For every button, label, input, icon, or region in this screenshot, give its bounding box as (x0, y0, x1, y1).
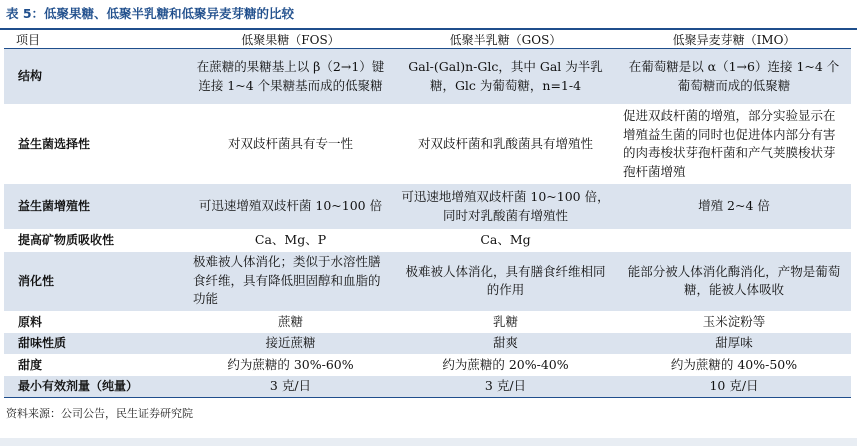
header-row (4, 30, 851, 49)
cell-gos: 乳糖 (394, 311, 617, 333)
row-label: 甜味性质 (4, 333, 187, 355)
table-row (4, 311, 851, 333)
cell-gos: 约为蔗糖的 20%-40% (394, 354, 617, 376)
cell-gos: 甜爽 (394, 333, 617, 355)
cell-imo: 甜厚味 (617, 333, 851, 355)
cell-fos: 3 克/日 (187, 376, 394, 398)
comparison-table (4, 30, 851, 398)
row-label: 原料 (4, 311, 187, 333)
cell-fos: 极难被人体消化；类似于水溶性膳食纤维，具有降低胆固醇和血脂的功能 (187, 251, 394, 311)
row-label: 最小有效剂量（纯量） (4, 376, 187, 398)
row-label: 甜度 (4, 354, 187, 376)
header-gos: 低聚半乳糖（GOS） (394, 30, 617, 49)
header-fos: 低聚果糖（FOS） (187, 30, 394, 49)
cell-fos: 可迅速增殖双歧杆菌 10~100 倍 (187, 184, 394, 230)
row-label: 消化性 (4, 251, 187, 311)
cell-gos: 可迅速地增殖双歧杆菌 10~100 倍，同时对乳酸菌有增殖性 (394, 184, 617, 230)
table-row (4, 354, 851, 376)
cell-gos: 极难被人体消化，具有膳食纤维相同的作用 (394, 251, 617, 311)
cell-fos: 约为蔗糖的 30%-60% (187, 354, 394, 376)
row-label: 益生菌增殖性 (4, 184, 187, 230)
table-row (4, 230, 851, 252)
cell-imo: 促进双歧杆菌的增殖，部分实验显示在增殖益生菌的同时也促进体内部分有害的肉毒梭状芽孢杆菌和产气荚膜梭状芽孢杆菌增殖 (617, 105, 851, 184)
table-row (4, 251, 851, 311)
cell-gos: Gal-(Gal)n-Glc，其中 Gal 为半乳糖，Glc 为葡萄糖，n=1-4 (394, 49, 617, 105)
row-label: 益生菌选择性 (4, 105, 187, 184)
cell-fos: 蔗糖 (187, 311, 394, 333)
page-bottom-divider (0, 438, 857, 446)
cell-gos: 对双歧杆菌和乳酸菌具有增殖性 (394, 105, 617, 184)
cell-imo: 玉米淀粉等 (617, 311, 851, 333)
table-title: 表 5：低聚果糖、低聚半乳糖和低聚异麦芽糖的比较 (0, 0, 857, 30)
cell-gos: Ca、Mg (394, 230, 617, 252)
cell-imo: 能部分被人体消化酶消化，产物是葡萄糖，能被人体吸收 (617, 251, 851, 311)
cell-gos: 3 克/日 (394, 376, 617, 398)
row-label: 结构 (4, 49, 187, 105)
cell-fos: Ca、Mg、P (187, 230, 394, 252)
cell-imo: 10 克/日 (617, 376, 851, 398)
table-row (4, 49, 851, 105)
table-row (4, 105, 851, 184)
source-note: 资料来源：公司公告，民生证券研究院 (6, 406, 193, 420)
cell-fos: 在蔗糖的果糖基上以 β（2→1）键连接 1~4 个果糖基而成的低聚糖 (187, 49, 394, 105)
table-row (4, 376, 851, 398)
cell-imo: 在葡萄糖是以 α（1→6）连接 1~4 个葡萄糖而成的低聚糖 (617, 49, 851, 105)
table-row (4, 333, 851, 355)
header-imo: 低聚异麦芽糖（IMO） (617, 30, 851, 49)
table-row (4, 184, 851, 230)
cell-fos: 对双歧杆菌具有专一性 (187, 105, 394, 184)
cell-imo (617, 230, 851, 252)
cell-imo: 约为蔗糖的 40%-50% (617, 354, 851, 376)
cell-imo: 增殖 2~4 倍 (617, 184, 851, 230)
cell-fos: 接近蔗糖 (187, 333, 394, 355)
header-item: 项目 (4, 30, 187, 49)
row-label: 提高矿物质吸收性 (4, 230, 187, 252)
